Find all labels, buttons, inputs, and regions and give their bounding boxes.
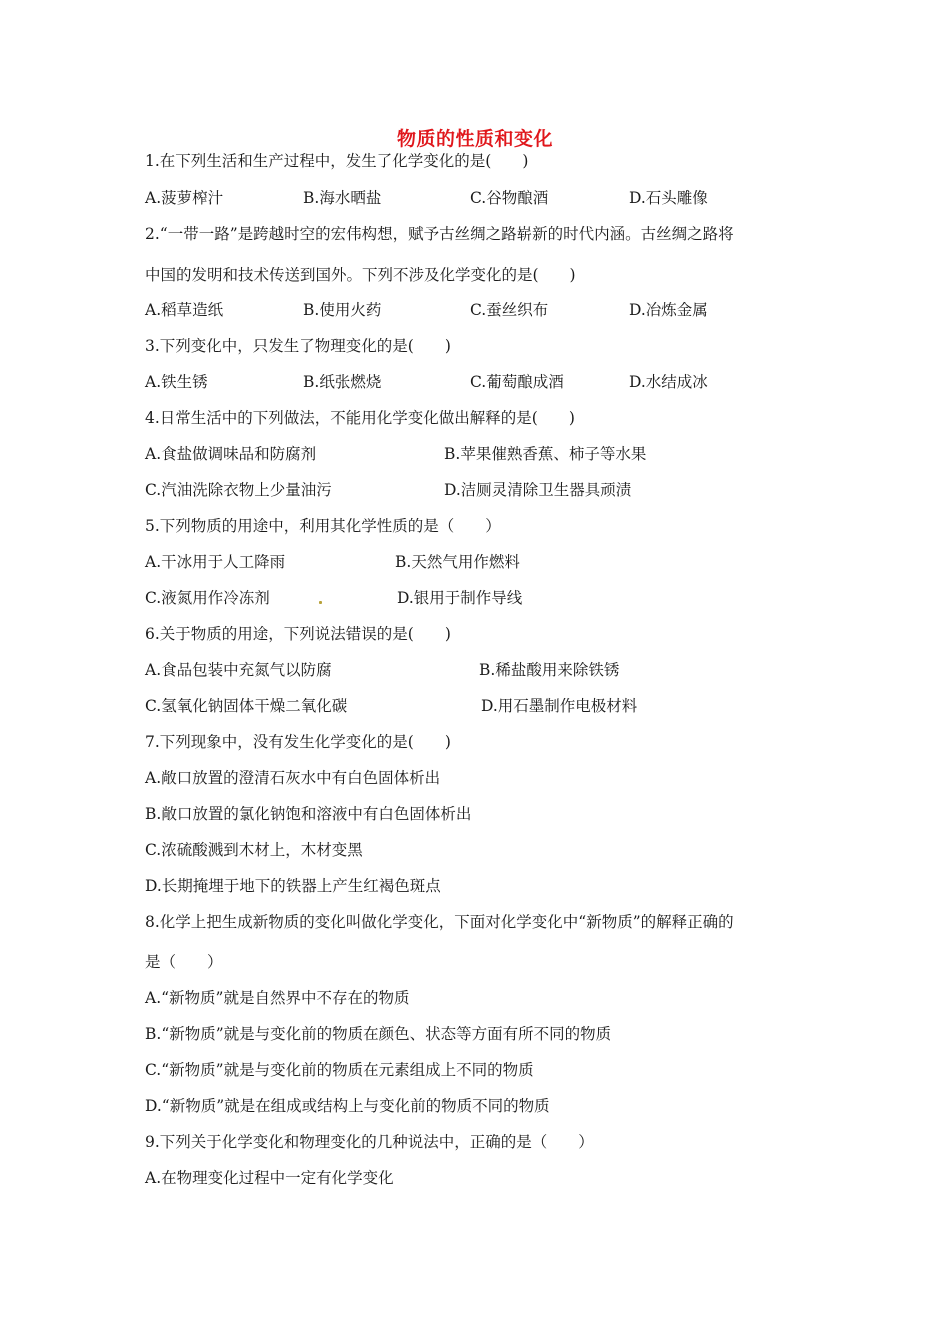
question-3-option-d: D.水结成冰 <box>629 373 708 391</box>
question-1-option-c: C.谷物酿酒 <box>470 189 549 207</box>
question-6-stem: 6.关于物质的用途，下列说法错误的是( ) <box>145 625 451 643</box>
question-3-stem: 3.下列变化中，只发生了物理变化的是( ) <box>145 337 451 355</box>
question-8-option-c: C.“新物质”就是与变化前的物质在元素组成上不同的物质 <box>145 1061 534 1079</box>
question-2-stem-line-1: 2.“一带一路”是跨越时空的宏伟构想，赋予古丝绸之路崭新的时代内涵。古丝绸之路将 <box>145 225 734 243</box>
question-3-option-a: A.铁生锈 <box>145 373 208 391</box>
question-5-option-a: A.干冰用于人工降雨 <box>145 553 286 571</box>
question-5-option-c: C.液氮用作冷冻剂 <box>145 589 270 607</box>
question-5-option-b: B.天然气用作燃料 <box>395 553 520 571</box>
question-6-option-a: A.食品包装中充氮气以防腐 <box>145 661 332 679</box>
question-2-option-b: B.使用火药 <box>303 301 382 319</box>
question-5-stem: 5.下列物质的用途中，利用其化学性质的是（ ） <box>145 517 501 535</box>
scan-speck <box>319 601 322 604</box>
question-7-option-b: B.敞口放置的氯化钠饱和溶液中有白色固体析出 <box>145 805 472 823</box>
question-1-option-d: D.石头雕像 <box>629 189 708 207</box>
question-8-option-b: B.“新物质”就是与变化前的物质在颜色、状态等方面有所不同的物质 <box>145 1025 612 1043</box>
question-6-option-d: D.用石墨制作电极材料 <box>481 697 638 715</box>
question-3-option-c: C.葡萄酿成酒 <box>470 373 564 391</box>
question-4-option-c: C.汽油洗除衣物上少量油污 <box>145 481 332 499</box>
question-4-stem: 4.日常生活中的下列做法，不能用化学变化做出解释的是( ) <box>145 409 575 427</box>
question-2-option-c: C.蚕丝织布 <box>470 301 549 319</box>
question-2-stem-line-2: 中国的发明和技术传送到国外。下列不涉及化学变化的是( ) <box>145 266 576 284</box>
question-9-stem: 9.下列关于化学变化和物理变化的几种说法中，正确的是（ ） <box>145 1133 594 1151</box>
question-7-option-d: D.长期掩埋于地下的铁器上产生红褐色斑点 <box>145 877 441 895</box>
question-6-option-b: B.稀盐酸用来除铁锈 <box>479 661 620 679</box>
question-7-option-a: A.敞口放置的澄清石灰水中有白色固体析出 <box>145 769 441 787</box>
question-8-stem-line-1: 8.化学上把生成新物质的变化叫做化学变化，下面对化学变化中“新物质”的解释正确的 <box>145 913 734 931</box>
question-2-option-a: A.稻草造纸 <box>145 301 224 319</box>
page-title: 物质的性质和变化 <box>396 128 553 150</box>
question-5-option-d: D.银用于制作导线 <box>397 589 523 607</box>
question-8-stem-line-2: 是（ ） <box>145 953 223 971</box>
question-4-option-d: D.洁厕灵清除卫生器具顽渍 <box>444 481 632 499</box>
question-9-option-a: A.在物理变化过程中一定有化学变化 <box>145 1169 394 1187</box>
question-8-option-d: D.“新物质”就是在组成或结构上与变化前的物质不同的物质 <box>145 1097 550 1115</box>
question-6-option-c: C.氢氧化钠固体干燥二氧化碳 <box>145 697 348 715</box>
question-2-option-d: D.冶炼金属 <box>629 301 708 319</box>
question-1-option-b: B.海水晒盐 <box>303 189 382 207</box>
question-7-option-c: C.浓硫酸溅到木材上，木材变黑 <box>145 841 363 859</box>
question-8-option-a: A.“新物质”就是自然界中不存在的物质 <box>145 989 410 1007</box>
question-4-option-a: A.食盐做调味品和防腐剂 <box>145 445 317 463</box>
question-1-stem: 1.在下列生活和生产过程中，发生了化学变化的是( ) <box>145 152 529 170</box>
question-4-option-b: B.苹果催熟香蕉、柿子等水果 <box>444 445 647 463</box>
question-1-option-a: A.菠萝榨汁 <box>145 189 224 207</box>
question-7-stem: 7.下列现象中，没有发生化学变化的是( ) <box>145 733 451 751</box>
question-3-option-b: B.纸张燃烧 <box>303 373 382 391</box>
